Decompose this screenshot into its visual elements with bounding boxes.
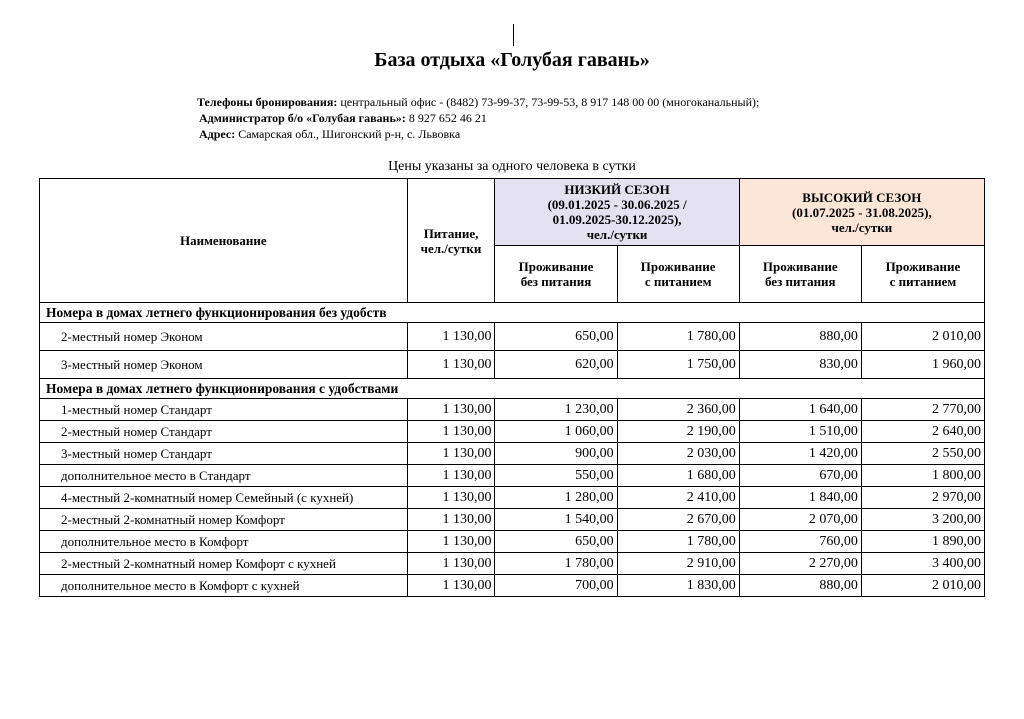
low-no-food-price: 620,00: [495, 351, 617, 379]
low-season-line3: 01.09.2025-30.12.2025),: [552, 212, 682, 227]
high-food-price: 2 640,00: [861, 421, 984, 443]
high-food-header: [861, 246, 984, 303]
food-price: 1 130,00: [407, 465, 495, 487]
room-name: дополнительное место в Стандарт: [40, 465, 408, 487]
table-row: [40, 553, 985, 575]
contacts-block: [197, 94, 759, 142]
food-price: 1 130,00: [407, 323, 495, 351]
column-header-food: [407, 179, 495, 303]
food-price: 1 130,00: [407, 553, 495, 575]
phones-label: Телефоны бронирования:: [197, 95, 338, 109]
room-name: 4-местный 2-комнатный номер Семейный (с кухней): [40, 487, 408, 509]
high-no-food-price: 670,00: [739, 465, 861, 487]
low-no-food-price: 1 780,00: [495, 553, 617, 575]
food-price: 1 130,00: [407, 399, 495, 421]
text-cursor: [513, 24, 514, 46]
high-food-price: 2 010,00: [861, 575, 984, 597]
room-name: 3-местный номер Стандарт: [40, 443, 408, 465]
high-no-food-header: [739, 246, 861, 303]
room-name: 2-местный номер Эконом: [40, 323, 408, 351]
address-value: Самарская обл., Шигонский р-н, с. Львовка: [235, 127, 461, 141]
low-no-food-price: 700,00: [495, 575, 617, 597]
low-food-line1: Проживание: [640, 259, 716, 274]
table-row: [40, 509, 985, 531]
table-row: [40, 487, 985, 509]
phones-line: [197, 94, 759, 110]
high-food-price: 2 010,00: [861, 323, 984, 351]
high-no-food-price: 880,00: [739, 575, 861, 597]
room-name: дополнительное место в Комфорт: [40, 531, 408, 553]
low-no-food-price: 1 060,00: [495, 421, 617, 443]
high-food-price: 2 970,00: [861, 487, 984, 509]
low-season-line4: чел./сутки: [586, 227, 648, 242]
food-price: 1 130,00: [407, 443, 495, 465]
room-name: дополнительное место в Комфорт с кухней: [40, 575, 408, 597]
high-food-line1: Проживание: [885, 259, 961, 274]
high-no-food-price: 1 840,00: [739, 487, 861, 509]
high-food-price: 3 400,00: [861, 553, 984, 575]
low-no-food-price: 1 540,00: [495, 509, 617, 531]
room-name: 2-местный 2-комнатный номер Комфорт с кухней: [40, 553, 408, 575]
low-no-food-price: 550,00: [495, 465, 617, 487]
table-row: [40, 323, 985, 351]
food-price: 1 130,00: [407, 509, 495, 531]
high-no-food-price: 830,00: [739, 351, 861, 379]
high-no-food-price: 2 270,00: [739, 553, 861, 575]
high-no-food-price: 1 420,00: [739, 443, 861, 465]
high-no-food-line2: без питания: [764, 274, 836, 289]
high-season-header: [739, 179, 984, 246]
low-food-price: 2 360,00: [617, 399, 739, 421]
low-no-food-price: 650,00: [495, 323, 617, 351]
food-price: 1 130,00: [407, 575, 495, 597]
high-no-food-price: 2 070,00: [739, 509, 861, 531]
table-row: [40, 465, 985, 487]
food-price: 1 130,00: [407, 351, 495, 379]
low-no-food-price: 1 280,00: [495, 487, 617, 509]
address-line: [197, 126, 759, 142]
low-food-price: 1 780,00: [617, 531, 739, 553]
low-food-header: [617, 246, 739, 303]
low-food-price: 1 830,00: [617, 575, 739, 597]
table-row: [40, 351, 985, 379]
low-food-price: 1 750,00: [617, 351, 739, 379]
high-no-food-price: 1 510,00: [739, 421, 861, 443]
address-label: Адрес:: [199, 127, 236, 141]
low-food-line2: с питанием: [644, 274, 712, 289]
high-food-price: 3 200,00: [861, 509, 984, 531]
room-name: 3-местный номер Эконом: [40, 351, 408, 379]
admin-line: [197, 110, 759, 126]
group-row: [40, 303, 985, 323]
high-no-food-price: 1 640,00: [739, 399, 861, 421]
low-food-price: 2 410,00: [617, 487, 739, 509]
high-food-price: 1 960,00: [861, 351, 984, 379]
food-header-line2: чел./сутки: [420, 240, 482, 256]
high-no-food-line1: Проживание: [762, 259, 838, 274]
admin-value: 8 927 652 46 21: [405, 111, 487, 125]
group-title: Номера в домах летнего функционирования без удобств: [40, 303, 985, 323]
low-no-food-price: 900,00: [495, 443, 617, 465]
low-no-food-line2: без питания: [520, 274, 592, 289]
group-title: Номера в домах летнего функционирования с удобствами: [40, 379, 985, 399]
page-title: База отдыха «Голубая гавань»: [374, 49, 650, 71]
low-season-line1: НИЗКИЙ СЕЗОН: [564, 182, 670, 197]
table-row: [40, 443, 985, 465]
high-no-food-price: 760,00: [739, 531, 861, 553]
high-food-price: 2 770,00: [861, 399, 984, 421]
low-no-food-line1: Проживание: [518, 259, 594, 274]
high-food-price: 1 800,00: [861, 465, 984, 487]
phones-value: центральный офис - (8482) 73-99-37, 73-99-53, 8 917 148 00 00 (многоканальный);: [337, 95, 760, 109]
high-season-line1: ВЫСОКИЙ СЕЗОН: [802, 189, 922, 205]
room-name: 2-местный 2-комнатный номер Комфорт: [40, 509, 408, 531]
food-header-line1: Питание,: [423, 225, 479, 241]
high-no-food-price: 880,00: [739, 323, 861, 351]
group-row: [40, 379, 985, 399]
admin-label: Администратор б/о «Голубая гавань»:: [199, 111, 406, 125]
low-season-header: [495, 179, 739, 246]
high-season-line2: (01.07.2025 - 31.08.2025),: [791, 204, 932, 220]
low-food-price: 1 680,00: [617, 465, 739, 487]
column-header-name: Наименование: [40, 179, 408, 303]
food-price: 1 130,00: [407, 421, 495, 443]
table-row: [40, 421, 985, 443]
table-row: [40, 399, 985, 421]
room-name: 1-местный номер Стандарт: [40, 399, 408, 421]
high-food-price: 1 890,00: [861, 531, 984, 553]
low-no-food-header: [495, 246, 617, 303]
low-no-food-price: 1 230,00: [495, 399, 617, 421]
high-season-line3: чел./сутки: [831, 219, 893, 235]
table-row: [40, 531, 985, 553]
price-table: [39, 178, 985, 597]
low-food-price: 2 910,00: [617, 553, 739, 575]
low-food-price: 2 030,00: [617, 443, 739, 465]
high-food-line2: с питанием: [889, 274, 957, 289]
food-price: 1 130,00: [407, 487, 495, 509]
low-food-price: 1 780,00: [617, 323, 739, 351]
low-food-price: 2 670,00: [617, 509, 739, 531]
food-price: 1 130,00: [407, 531, 495, 553]
low-no-food-price: 650,00: [495, 531, 617, 553]
table-row: [40, 575, 985, 597]
price-note: Цены указаны за одного человека в сутки: [388, 159, 636, 174]
room-name: 2-местный номер Стандарт: [40, 421, 408, 443]
low-food-price: 2 190,00: [617, 421, 739, 443]
high-food-price: 2 550,00: [861, 443, 984, 465]
low-season-line2: (09.01.2025 - 30.06.2025 /: [547, 197, 687, 212]
price-table-body: [40, 303, 985, 597]
